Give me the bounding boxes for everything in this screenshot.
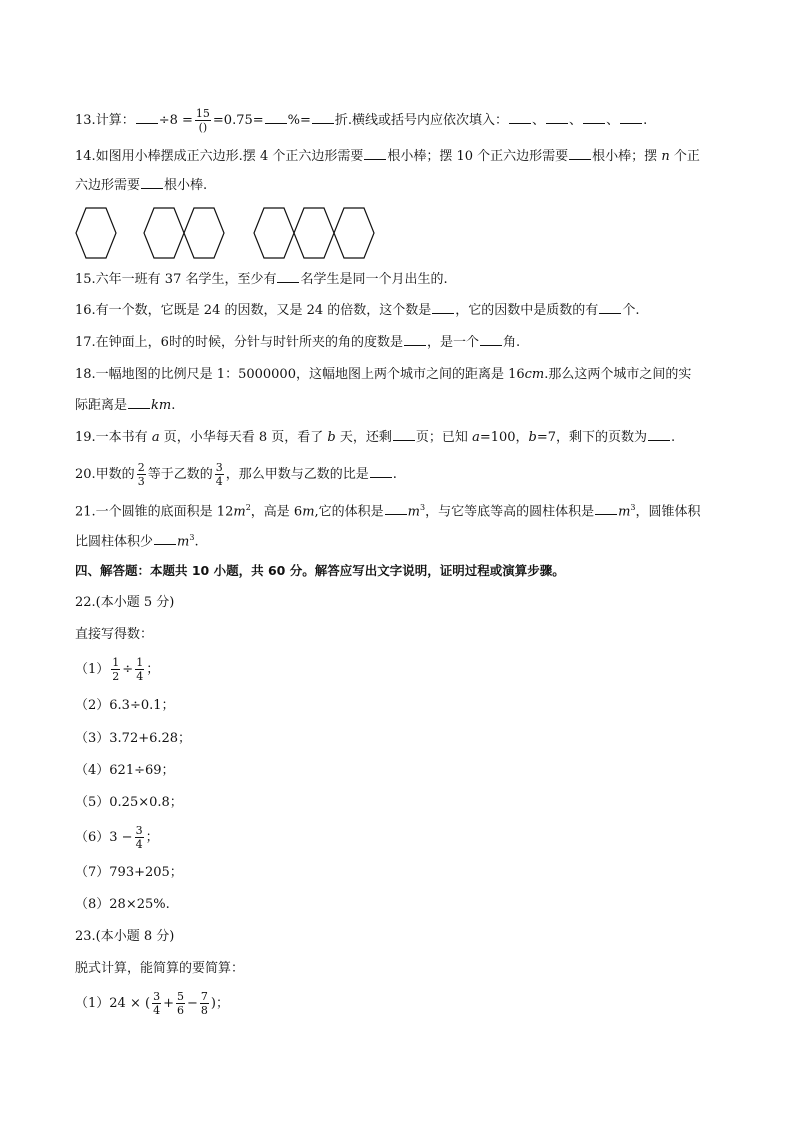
question-21-line-2: 比圆柱体积少 $m^3$. [75, 533, 199, 550]
section-4-heading: 四、解答题：本题共 10 小题，共 60 分。解答应写出文字说明，证明过程或演算步骤。 [75, 563, 565, 578]
q13-answer-2[interactable] [546, 111, 568, 124]
q13-answer-1[interactable] [509, 111, 531, 124]
question-18-line-2: 际距离是 km. [75, 398, 176, 413]
q18-blank[interactable] [128, 396, 150, 409]
q23-instruction: 脱式计算，能简算的要简算： [75, 961, 245, 976]
q22-title: 22.(本小题 5 分) [75, 595, 175, 610]
q14-blank-1[interactable] [364, 147, 386, 160]
q13-blank-1[interactable] [136, 111, 158, 124]
q17-blank-1[interactable] [404, 333, 426, 346]
q13-pct: %= [287, 113, 311, 128]
q22-item-7: （7）793+205； [75, 865, 183, 880]
q16-blank-2[interactable] [599, 301, 621, 314]
q13-number: 13. [75, 113, 96, 128]
q13-eq: =0.75= [212, 113, 264, 128]
hexagon-figure [72, 205, 392, 261]
question-13: 13.计算： ÷8 = $\frac{15}{()}$ =0.75= %= 折.横线或括号内应依次填入： 、 、 、 . [75, 107, 648, 134]
q22-item-3: （3）3.72+6.28； [75, 731, 192, 746]
q19-blank-2[interactable] [648, 428, 670, 441]
q15-blank[interactable] [277, 270, 299, 283]
q13-answer-4[interactable] [620, 111, 642, 124]
q13-answer-3[interactable] [583, 111, 605, 124]
q20-blank[interactable] [370, 465, 392, 478]
q16-blank-1[interactable] [432, 301, 454, 314]
question-21-line-1: 21.一个圆锥的底面积是 $12m^2$，高是 6m,它的体积是 $m^3$，与它等底等高的圆柱体积是 $m^3$，圆锥体积 [75, 503, 701, 520]
q23-title: 23.(本小题 8 分) [75, 929, 175, 944]
q22-item-6: （6）3 − $\frac{3}{4}$ ； [75, 824, 159, 851]
q20-fraction-1: $\frac{2}{3}$ [137, 461, 145, 488]
question-19: 19.一本书有 a 页，小华每天看 8 页，看了 b 天，还剩 页；已知 a=100，b=7，剩下的页数为 . [75, 430, 676, 445]
q23-item-1: （1）24 × ( $\frac{3}{4}$ + $\frac{5}{6}$ − $\frac{7}{8}$ )； [75, 990, 229, 1017]
q21-blank-2[interactable] [595, 502, 617, 515]
q13-fraction: $\frac{15}{()}$ [195, 107, 210, 134]
question-16: 16.有一个数，它既是 24 的因数，又是 24 的倍数，这个数是 ，它的因数中是质数的有 个. [75, 303, 640, 318]
q22-item-8: （8）28×25%. [75, 897, 170, 912]
question-17: 17.在钟面上，6时的时候，分针与时针所夹的角的度数是 ，是一个 角. [75, 335, 521, 350]
q21-blank-1[interactable] [385, 502, 407, 515]
q22-item-4: （4）621÷69； [75, 763, 175, 778]
question-14-line-1: 14.如图用小棒摆成正六边形.摆 4 个正六边形需要 根小棒；摆 10 个正六边形需要 根小棒；摆 n 个正 [75, 149, 700, 164]
q20-fraction-2: $\frac{3}{4}$ [215, 461, 223, 488]
hexagon-2b [184, 208, 224, 258]
hexagon-2a [144, 208, 184, 258]
hexagon-3b [294, 208, 334, 258]
q22-item-2: （2）6.3÷0.1； [75, 698, 175, 713]
q14-blank-3[interactable] [141, 176, 163, 189]
q13-divide: ÷8 = [158, 113, 193, 128]
q13-blank-3[interactable] [312, 111, 334, 124]
q13-label: 计算： [95, 113, 135, 128]
question-18-line-1: 18.一幅地图的比例尺是 1：5000000，这幅地图上两个城市之间的距离是 16cm.那么这两个城市之间的实 [75, 367, 692, 382]
q22-item-1: （1） $\frac{1}{2}$ ÷ $\frac{1}{4}$ ； [75, 656, 160, 683]
hexagon-1 [76, 208, 116, 258]
question-14-line-2: 六边形需要 根小棒. [75, 178, 208, 193]
q17-blank-2[interactable] [480, 333, 502, 346]
hexagon-3c [334, 208, 374, 258]
hexagon-3a [254, 208, 294, 258]
q14-blank-2[interactable] [569, 147, 591, 160]
q22-item-5: （5）0.25×0.8； [75, 795, 183, 810]
q19-blank-1[interactable] [393, 428, 415, 441]
q21-blank-3[interactable] [154, 532, 176, 545]
question-15: 15.六年一班有 37 名学生，至少有 名学生是同一个月出生的. [75, 272, 448, 287]
q22-instruction: 直接写得数： [75, 627, 154, 642]
question-20: 20.甲数的 $\frac{2}{3}$ 等于乙数的 $\frac{3}{4}$ ，那么甲数与乙数的比是 . [75, 461, 397, 488]
q13-blank-2[interactable] [265, 111, 287, 124]
q13-zhe: 折.横线或括号内应依次填入： [334, 113, 509, 128]
